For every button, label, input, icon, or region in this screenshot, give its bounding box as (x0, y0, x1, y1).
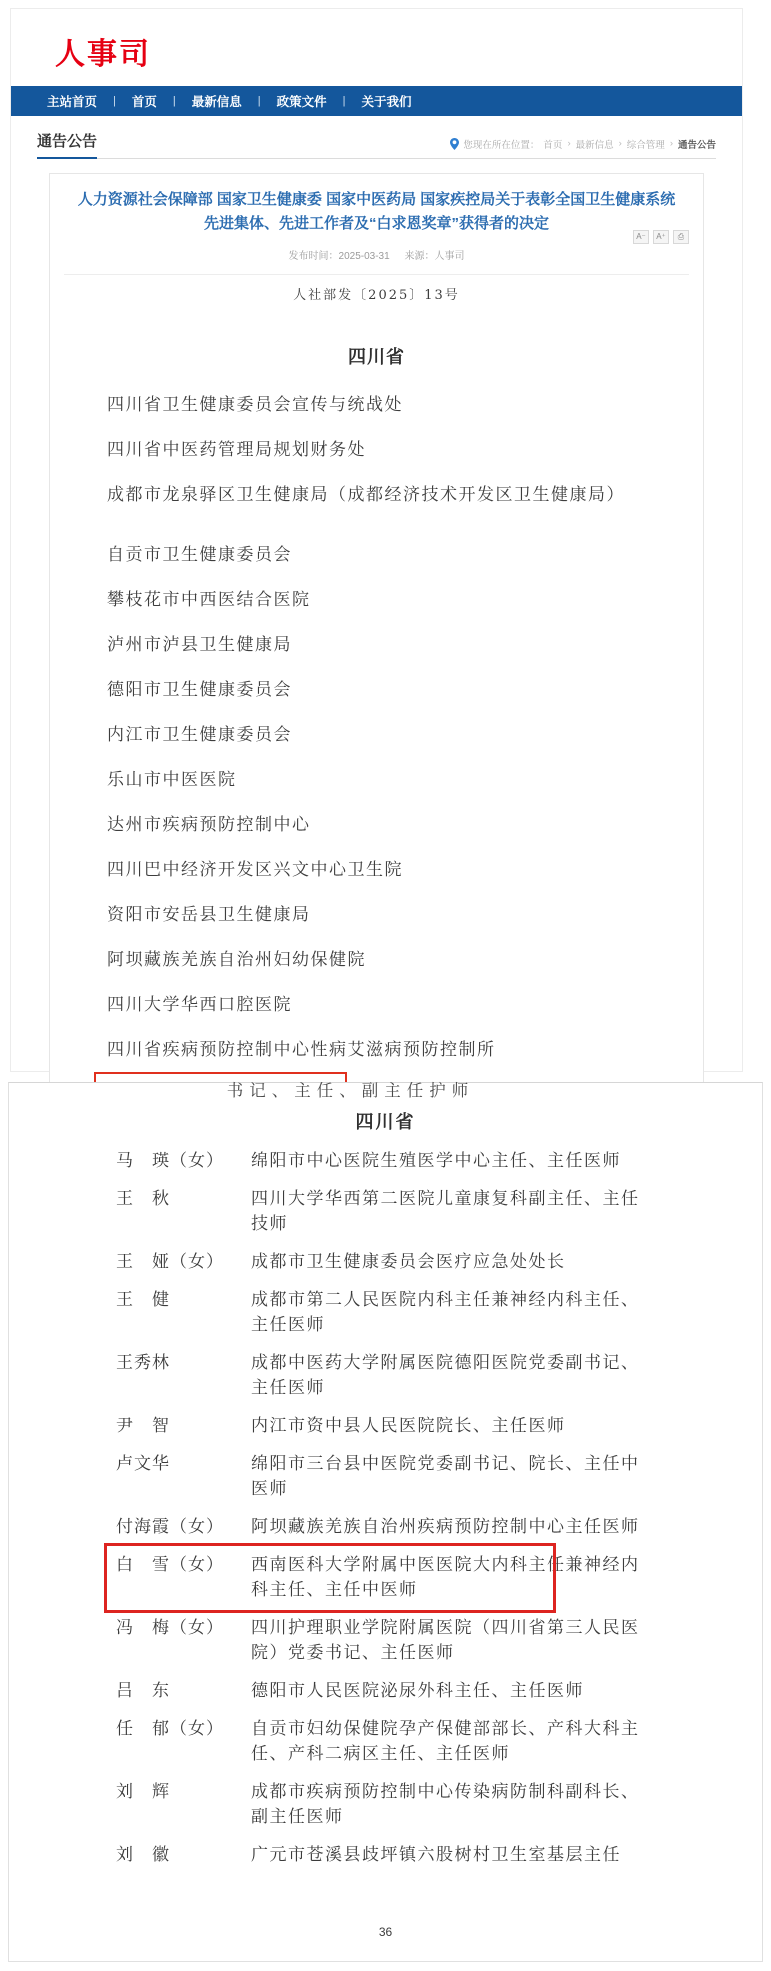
award-entry (9, 1780, 762, 1830)
org-name: 四川省疾病预防控制中心性病艾滋病预防控制所 (107, 1040, 496, 1060)
org-list-item (50, 980, 703, 1025)
award-entry (9, 1553, 762, 1603)
awardee-title: 成都市第二人民医院内科主任兼神经内科主任、主任医师 (251, 1290, 640, 1335)
org-list-item (50, 470, 703, 515)
award-entry (9, 1452, 762, 1502)
clipped-text-line: 书记、主任、副主任护师 (226, 1081, 475, 1100)
nav-item-2[interactable]: 最新信息 (191, 95, 242, 109)
province-heading-top: 四川省 (348, 347, 405, 368)
awardee-name: 王秀林 (116, 1353, 170, 1373)
awardee-title: 西南医科大学附属中医医院大内科主任兼神经内科主任、主任中医师 (251, 1555, 640, 1600)
clipped-line-wrap (9, 1078, 762, 1100)
awardee-title: 绵阳市三台县中医院党委副书记、院长、主任中医师 (251, 1454, 640, 1499)
awardee-title: 内江市资中县人民医院院长、主任医师 (251, 1416, 566, 1436)
article-tools (633, 230, 689, 244)
breadcrumb-item-1[interactable]: 最新信息 (575, 139, 614, 151)
awardee-title: 绵阳市中心医院生殖医学中心主任、主任医师 (251, 1151, 621, 1171)
font-decrease-button[interactable]: A⁻ (633, 230, 649, 244)
document-scan (8, 1082, 763, 1962)
org-name: 泸州市泸县卫生健康局 (107, 635, 292, 655)
org-list-item (50, 425, 703, 470)
org-list-item (50, 845, 703, 890)
org-name: 四川省中医药管理局规划财务处 (107, 440, 366, 460)
breadcrumb-separator: › (567, 138, 571, 149)
award-entry (9, 1679, 762, 1704)
breadcrumb-item-0[interactable]: 首页 (543, 139, 563, 151)
org-name: 德阳市卫生健康委员会 (107, 680, 292, 700)
org-list-item (50, 530, 703, 575)
divider (64, 274, 689, 275)
breadcrumb (450, 137, 716, 151)
awardee-name: 任 郁（女） (116, 1719, 224, 1739)
awardee-name: 卢文华 (116, 1454, 170, 1474)
awardee-title: 成都中医药大学附属医院德阳医院党委副书记、主任医师 (251, 1353, 640, 1398)
awardee-title: 自贡市妇幼保健院孕产保健部部长、产科大科主任、产科二病区主任、主任医师 (251, 1719, 640, 1764)
breadcrumb-separator: › (618, 138, 622, 149)
nav-item-0[interactable]: 主站首页 (47, 95, 98, 109)
award-entry (9, 1717, 762, 1767)
awardee-name: 王 娅（女） (116, 1252, 224, 1272)
nav-item-4[interactable]: 关于我们 (361, 95, 412, 109)
org-list-item (50, 890, 703, 935)
awardee-name: 王 秋 (116, 1189, 170, 1209)
nav-separator: | (257, 95, 261, 107)
publish-time: 发布时间：2025-03-31 (288, 251, 390, 262)
article-box (49, 173, 704, 1133)
org-list-item (50, 800, 703, 845)
org-list-item (50, 380, 703, 425)
org-name: 成都市龙泉驿区卫生健康局（成都经济技术开发区卫生健康局） (107, 485, 625, 505)
province-heading-bottom: 四川省 (355, 1112, 416, 1133)
location-pin-icon (450, 138, 459, 150)
org-name: 四川大学华西口腔医院 (107, 995, 292, 1015)
article-meta (50, 247, 703, 262)
section-title: 通告公告 (37, 129, 97, 159)
nav-separator: | (342, 95, 346, 107)
nav-item-3[interactable]: 政策文件 (276, 95, 327, 109)
nav-item-1[interactable]: 首页 (131, 95, 157, 109)
award-entry (9, 1288, 762, 1338)
document-number: 人社部发〔2025〕13号 (293, 288, 460, 303)
font-increase-button[interactable]: A⁺ (653, 230, 669, 244)
award-entries (9, 1149, 762, 1868)
org-name: 达州市疾病预防控制中心 (107, 815, 311, 835)
org-list-item (50, 710, 703, 755)
awardee-name: 刘 徽 (116, 1845, 170, 1865)
awardee-title: 四川护理职业学院附属医院（四川省第三人民医院）党委书记、主任医师 (251, 1618, 640, 1663)
award-entry (9, 1843, 762, 1868)
org-name: 攀枝花市中西医结合医院 (107, 590, 311, 610)
webpage-screenshot (10, 8, 743, 1072)
awardee-title: 成都市疾病预防控制中心传染病防制科副科长、副主任医师 (251, 1782, 640, 1827)
org-name: 四川巴中经济开发区兴文中心卫生院 (107, 860, 403, 880)
awardee-title: 广元市苍溪县歧坪镇六股树村卫生室基层主任 (251, 1845, 621, 1865)
award-entry (9, 1149, 762, 1174)
site-logo[interactable]: 人事司 (55, 38, 151, 71)
awardee-name: 马 瑛（女） (116, 1151, 224, 1171)
breadcrumb-item-2[interactable]: 综合管理 (626, 139, 665, 151)
org-name: 乐山市中医医院 (107, 770, 237, 790)
section-head (37, 129, 716, 159)
org-name: 自贡市卫生健康委员会 (107, 545, 292, 565)
org-list-item (50, 935, 703, 980)
main-nav (11, 86, 742, 116)
awardee-name: 吕 东 (116, 1681, 170, 1701)
page-number: 36 (378, 1925, 393, 1939)
print-button[interactable]: ⎙ (673, 230, 689, 244)
org-name: 内江市卫生健康委员会 (107, 725, 292, 745)
breadcrumb-item-3[interactable]: 通告公告 (677, 139, 716, 151)
breadcrumb-prefix: 您现在所在位置： (463, 139, 540, 151)
nav-separator: | (172, 95, 176, 107)
nav-separator: | (113, 95, 116, 107)
org-list-item (50, 575, 703, 620)
org-name: 四川省卫生健康委员会宣传与统战处 (107, 395, 403, 415)
site-header (11, 9, 742, 86)
awardee-name: 王 健 (116, 1290, 170, 1310)
awardee-name: 白 雪（女） (116, 1555, 224, 1575)
article-source: 来源：人事司 (404, 251, 465, 262)
article-title: 人力资源社会保障部 国家卫生健康委 国家中医药局 国家疾控局关于表彰全国卫生健康系统先进集体、先进工作者及“白求恩奖章”获得者的决定 (77, 191, 676, 232)
awardee-title: 成都市卫生健康委员会医疗应急处处长 (251, 1252, 566, 1272)
org-list-item (50, 755, 703, 800)
org-list-item (50, 665, 703, 710)
org-list-item (50, 1025, 703, 1070)
award-entry (9, 1515, 762, 1540)
award-entry (9, 1414, 762, 1439)
awardee-name: 刘 辉 (116, 1782, 170, 1802)
org-name: 阿坝藏族羌族自治州妇幼保健院 (107, 950, 366, 970)
awardee-name: 冯 梅（女） (116, 1618, 224, 1638)
breadcrumb-separator: › (669, 138, 673, 149)
org-list (50, 380, 703, 1115)
awardee-name: 尹 智 (116, 1416, 170, 1436)
award-entry (9, 1351, 762, 1401)
awardee-title: 阿坝藏族羌族自治州疾病预防控制中心主任医师 (251, 1517, 640, 1537)
org-name: 资阳市安岳县卫生健康局 (107, 905, 311, 925)
org-list-item (50, 620, 703, 665)
awardee-name: 付海霞（女） (116, 1517, 224, 1537)
awardee-title: 德阳市人民医院泌尿外科主任、主任医师 (251, 1681, 584, 1701)
award-entry (9, 1616, 762, 1666)
award-entry (9, 1187, 762, 1237)
awardee-title: 四川大学华西第二医院儿童康复科副主任、主任技师 (251, 1189, 640, 1234)
award-entry (9, 1250, 762, 1275)
